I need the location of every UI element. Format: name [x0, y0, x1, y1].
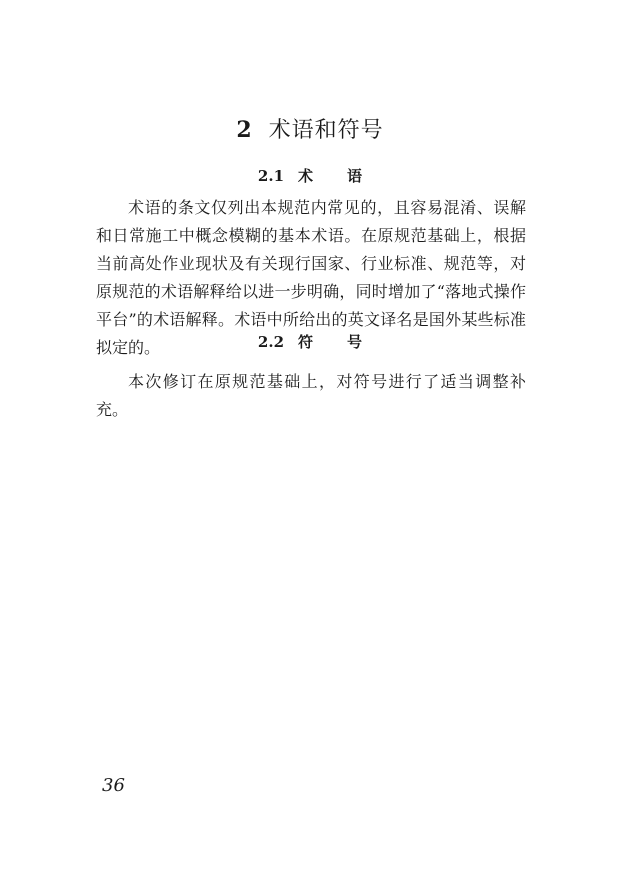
section-heading-2-2	[0, 331, 620, 352]
section-number: 2.2	[257, 333, 285, 351]
chapter-title-text: 术语和符号	[268, 118, 384, 143]
chapter-title	[0, 113, 620, 144]
page-number: 36	[102, 775, 125, 796]
section-title-char: 术	[298, 167, 314, 185]
section-paragraph-2-2: 本次修订在原规范基础上，对符号进行了适当调整补充。	[96, 372, 526, 419]
section-heading-2-1	[0, 165, 620, 186]
section-title-char: 号	[347, 333, 363, 351]
section-paragraph-2-1: 术语的条文仅列出本规范内常见的，且容易混淆、误解和日常施工中概念模糊的基本术语。在原规范基础上，根据当前高处作业现状及有关现行国家、行业标准、规范等，对原规范的术语解释给以进一步明确，同时增加了“落地式操作平台”的术语解释。术语中所给出的英文译名是国外某些标准拟定的。	[96, 198, 526, 357]
chapter-number: 2	[236, 117, 253, 143]
section-title-char: 符	[298, 333, 314, 351]
section-number: 2.1	[257, 167, 285, 185]
section-title-char: 语	[347, 167, 363, 185]
